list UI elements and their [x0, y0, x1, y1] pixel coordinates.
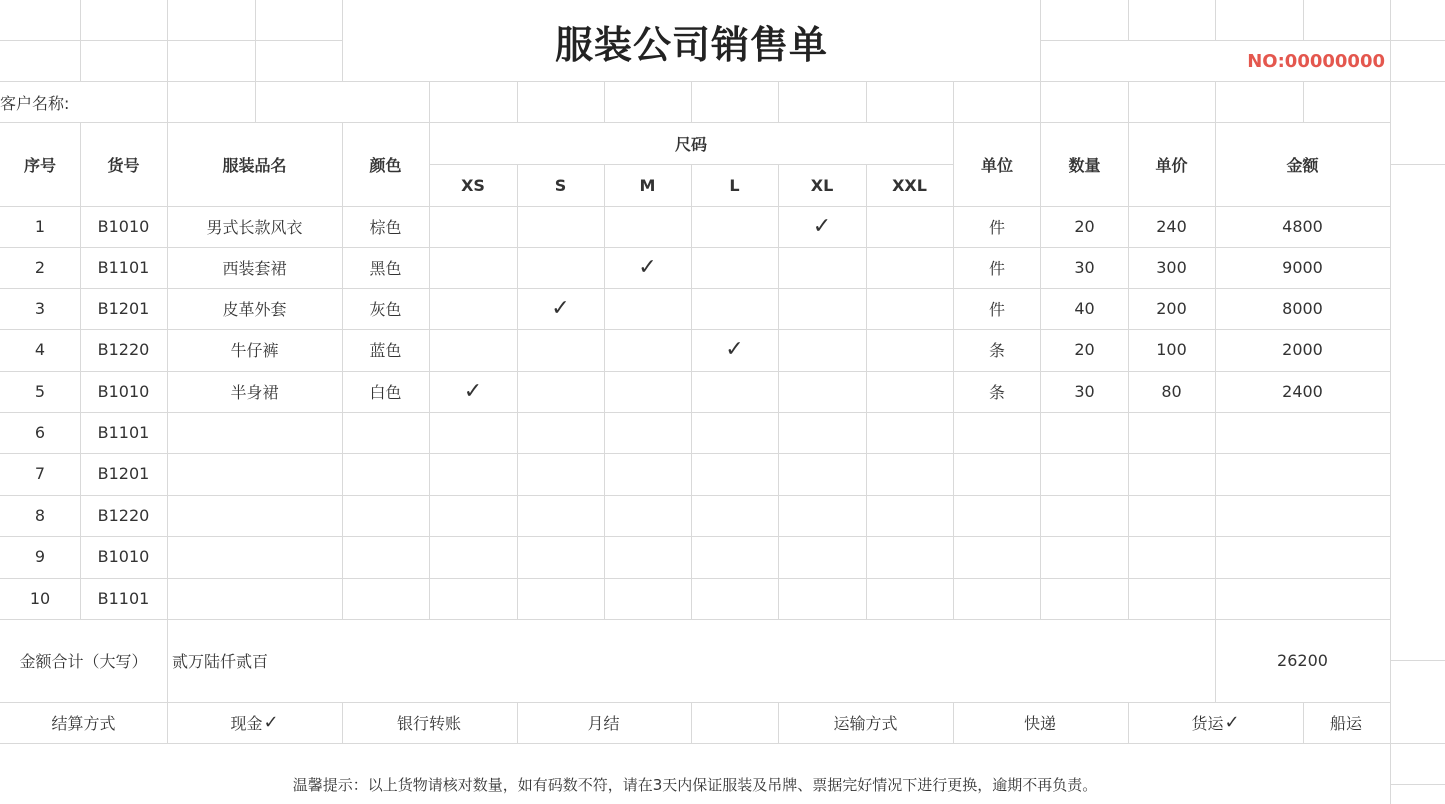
row-quantity[interactable]: [1041, 495, 1128, 536]
shipping-option-freight[interactable]: 货运 ✓: [1191, 712, 1240, 733]
footer-note: 温馨提示：以上货物请核对数量，如有码数不符，请在3天内保证服装及吊牌、票据完好情况下进行更换，逾期不再负责。: [292, 775, 1098, 794]
cash-check-icon: ✓: [263, 712, 279, 733]
size-cell[interactable]: [604, 206, 691, 247]
row-item-no[interactable]: B1201: [97, 464, 150, 483]
row-quantity[interactable]: 20: [1074, 217, 1095, 236]
row-item-no[interactable]: B1010: [97, 382, 150, 401]
row-unit[interactable]: 件: [988, 259, 1005, 278]
row-seq[interactable]: 9: [34, 547, 46, 566]
row-unit-price[interactable]: [1128, 412, 1215, 453]
size-cell[interactable]: [604, 371, 691, 412]
size-cell[interactable]: [691, 495, 778, 536]
size-cell[interactable]: [866, 371, 953, 412]
size-cell[interactable]: [429, 536, 517, 577]
row-quantity[interactable]: 30: [1074, 382, 1095, 401]
header-unit-price: 单价: [1155, 156, 1188, 175]
size-cell[interactable]: [778, 453, 866, 494]
row-amount[interactable]: 9000: [1282, 258, 1323, 277]
row-quantity[interactable]: 20: [1074, 340, 1095, 359]
row-garment-name[interactable]: 半身裙: [230, 383, 279, 402]
size-cell[interactable]: [866, 453, 953, 494]
size-cell[interactable]: [429, 412, 517, 453]
size-cell[interactable]: [866, 206, 953, 247]
row-unit[interactable]: [953, 578, 1041, 619]
row-seq[interactable]: 8: [34, 506, 46, 525]
row-seq[interactable]: 6: [34, 423, 46, 442]
size-cell[interactable]: [866, 578, 953, 619]
row-amount[interactable]: 8000: [1282, 299, 1323, 318]
settlement-label: 结算方式: [51, 714, 116, 733]
row-unit-price[interactable]: [1128, 495, 1215, 536]
size-check-icon[interactable]: ✓: [812, 214, 832, 239]
page-title: 服装公司销售单: [554, 22, 828, 67]
size-cell[interactable]: [691, 578, 778, 619]
size-cell[interactable]: [517, 412, 604, 453]
size-cell[interactable]: [604, 578, 691, 619]
row-garment-name[interactable]: [167, 412, 342, 453]
header-quantity: 数量: [1068, 156, 1101, 175]
row-garment-name[interactable]: 皮革外套: [222, 300, 287, 319]
row-seq[interactable]: 1: [34, 217, 46, 236]
header-size-xxl: XXL: [892, 175, 927, 195]
size-cell[interactable]: [691, 453, 778, 494]
size-cell[interactable]: [517, 495, 604, 536]
size-cell[interactable]: [429, 495, 517, 536]
row-quantity[interactable]: [1041, 453, 1128, 494]
size-cell[interactable]: [517, 578, 604, 619]
size-check-icon[interactable]: ✓: [551, 296, 570, 321]
header-amount: 金额: [1286, 156, 1319, 175]
row-quantity[interactable]: [1041, 412, 1128, 453]
size-cell[interactable]: [604, 453, 691, 494]
row-item-no[interactable]: B1101: [97, 258, 150, 277]
size-cell[interactable]: [866, 329, 953, 370]
row-garment-name[interactable]: [167, 453, 342, 494]
row-color[interactable]: [342, 412, 429, 453]
size-cell[interactable]: [517, 206, 604, 247]
size-cell[interactable]: [778, 329, 866, 370]
row-color[interactable]: 黑色: [369, 259, 402, 278]
settlement-option-bank-transfer[interactable]: 银行转账: [396, 714, 461, 733]
row-item-no[interactable]: B1101: [97, 423, 150, 442]
row-unit-price[interactable]: [1128, 536, 1215, 577]
row-unit[interactable]: [953, 453, 1041, 494]
row-color[interactable]: [342, 495, 429, 536]
row-amount[interactable]: 2000: [1282, 340, 1323, 359]
row-seq[interactable]: 2: [34, 258, 46, 277]
row-color[interactable]: 白色: [369, 383, 402, 402]
size-check-icon[interactable]: ✓: [725, 337, 744, 362]
header-size-xs: XS: [461, 175, 485, 195]
row-item-no[interactable]: B1010: [97, 217, 150, 236]
size-cell[interactable]: [517, 536, 604, 577]
settlement-option-cash[interactable]: 现金 ✓: [230, 712, 279, 733]
row-color[interactable]: 灰色: [369, 300, 402, 319]
row-amount[interactable]: [1215, 412, 1390, 453]
row-amount[interactable]: [1215, 453, 1390, 494]
row-unit-price[interactable]: [1128, 453, 1215, 494]
size-cell[interactable]: [778, 536, 866, 577]
shipping-option-express[interactable]: 快递: [1023, 714, 1056, 733]
size-cell[interactable]: [429, 288, 517, 329]
row-item-no[interactable]: B1220: [97, 506, 150, 525]
header-size-group: 尺码: [674, 135, 707, 154]
size-cell[interactable]: [517, 453, 604, 494]
header-seq: 序号: [23, 156, 56, 175]
total-label: 金额合计（大写）: [19, 652, 148, 671]
size-cell[interactable]: [429, 453, 517, 494]
shipping-option-sea[interactable]: 船运: [1329, 714, 1362, 733]
header-unit: 单位: [980, 156, 1013, 175]
header-size-s: S: [554, 175, 567, 195]
size-cell[interactable]: [778, 495, 866, 536]
row-seq[interactable]: 7: [34, 464, 46, 483]
total-amount: 26200: [1277, 651, 1328, 670]
row-unit-price[interactable]: 240: [1156, 217, 1187, 236]
document-number: NO:00000000: [1247, 51, 1385, 72]
row-unit[interactable]: 条: [988, 341, 1005, 360]
row-seq[interactable]: 5: [34, 382, 46, 401]
row-unit[interactable]: 条: [988, 383, 1005, 402]
row-item-no[interactable]: B1220: [97, 340, 150, 359]
header-color: 颜色: [369, 156, 402, 175]
row-seq[interactable]: 3: [34, 299, 46, 318]
row-item-no[interactable]: B1101: [97, 589, 150, 608]
header-size-xl: XL: [810, 175, 834, 195]
size-cell[interactable]: [429, 578, 517, 619]
size-cell[interactable]: [691, 247, 778, 288]
row-unit[interactable]: 件: [988, 218, 1005, 237]
customer-name-label: 客户名称:: [0, 94, 70, 113]
size-cell[interactable]: [866, 536, 953, 577]
row-unit-price[interactable]: 200: [1156, 299, 1187, 318]
row-garment-name[interactable]: [167, 578, 342, 619]
freight-check-icon: ✓: [1224, 712, 1240, 733]
row-unit-price[interactable]: 300: [1156, 258, 1187, 277]
row-garment-name[interactable]: 男式长款风衣: [206, 218, 303, 237]
shipping-label: 运输方式: [833, 714, 898, 733]
row-color[interactable]: 棕色: [369, 218, 402, 237]
size-cell[interactable]: [866, 247, 953, 288]
row-unit-price[interactable]: 80: [1161, 382, 1182, 401]
row-seq[interactable]: 4: [34, 340, 46, 359]
size-cell[interactable]: [517, 371, 604, 412]
row-color[interactable]: [342, 536, 429, 577]
row-color[interactable]: [342, 578, 429, 619]
header-garment-name: 服装品名: [222, 156, 287, 175]
size-cell[interactable]: [604, 329, 691, 370]
size-cell[interactable]: [604, 536, 691, 577]
size-cell[interactable]: [517, 247, 604, 288]
row-unit-price[interactable]: [1128, 578, 1215, 619]
row-quantity[interactable]: 30: [1074, 258, 1095, 277]
row-amount[interactable]: 4800: [1282, 217, 1323, 236]
size-cell[interactable]: [691, 536, 778, 577]
size-cell[interactable]: [604, 412, 691, 453]
size-cell[interactable]: [517, 329, 604, 370]
size-cell[interactable]: [778, 371, 866, 412]
row-amount[interactable]: [1215, 536, 1390, 577]
size-cell[interactable]: [429, 206, 517, 247]
size-cell[interactable]: [866, 495, 953, 536]
size-cell[interactable]: [778, 412, 866, 453]
size-cell[interactable]: [691, 371, 778, 412]
size-cell[interactable]: [778, 247, 866, 288]
size-cell[interactable]: [778, 288, 866, 329]
size-cell[interactable]: [604, 495, 691, 536]
size-cell[interactable]: [604, 288, 691, 329]
row-garment-name[interactable]: [167, 536, 342, 577]
row-item-no[interactable]: B1201: [97, 299, 150, 318]
row-item-no[interactable]: B1010: [97, 547, 150, 566]
header-size-l: L: [729, 175, 740, 195]
size-cell[interactable]: [691, 288, 778, 329]
row-quantity[interactable]: [1041, 536, 1128, 577]
row-garment-name[interactable]: 牛仔裤: [230, 341, 279, 360]
row-amount[interactable]: 2400: [1282, 382, 1323, 401]
row-amount[interactable]: [1215, 578, 1390, 619]
row-unit-price[interactable]: 100: [1156, 340, 1187, 359]
size-cell[interactable]: [866, 288, 953, 329]
row-unit[interactable]: [953, 536, 1041, 577]
size-cell[interactable]: [866, 412, 953, 453]
size-check-icon[interactable]: ✓: [638, 255, 657, 280]
row-color[interactable]: [342, 453, 429, 494]
total-in-words: 贰万陆仟贰百: [172, 652, 269, 671]
size-cell[interactable]: [429, 247, 517, 288]
header-item-no: 货号: [107, 156, 140, 175]
row-garment-name[interactable]: 西装套裙: [222, 259, 287, 278]
row-quantity[interactable]: 40: [1074, 299, 1095, 318]
size-cell[interactable]: [691, 412, 778, 453]
row-unit[interactable]: 件: [988, 300, 1005, 319]
row-garment-name[interactable]: [167, 495, 342, 536]
header-size-m: M: [639, 175, 656, 195]
row-unit[interactable]: [953, 412, 1041, 453]
size-cell[interactable]: [778, 578, 866, 619]
size-cell[interactable]: [691, 206, 778, 247]
row-amount[interactable]: [1215, 495, 1390, 536]
row-quantity[interactable]: [1041, 578, 1128, 619]
size-cell[interactable]: [429, 329, 517, 370]
size-check-icon[interactable]: ✓: [463, 379, 483, 404]
settlement-option-monthly[interactable]: 月结: [587, 714, 620, 733]
row-seq[interactable]: 10: [29, 589, 51, 608]
row-unit[interactable]: [953, 495, 1041, 536]
row-color[interactable]: 蓝色: [369, 341, 402, 360]
